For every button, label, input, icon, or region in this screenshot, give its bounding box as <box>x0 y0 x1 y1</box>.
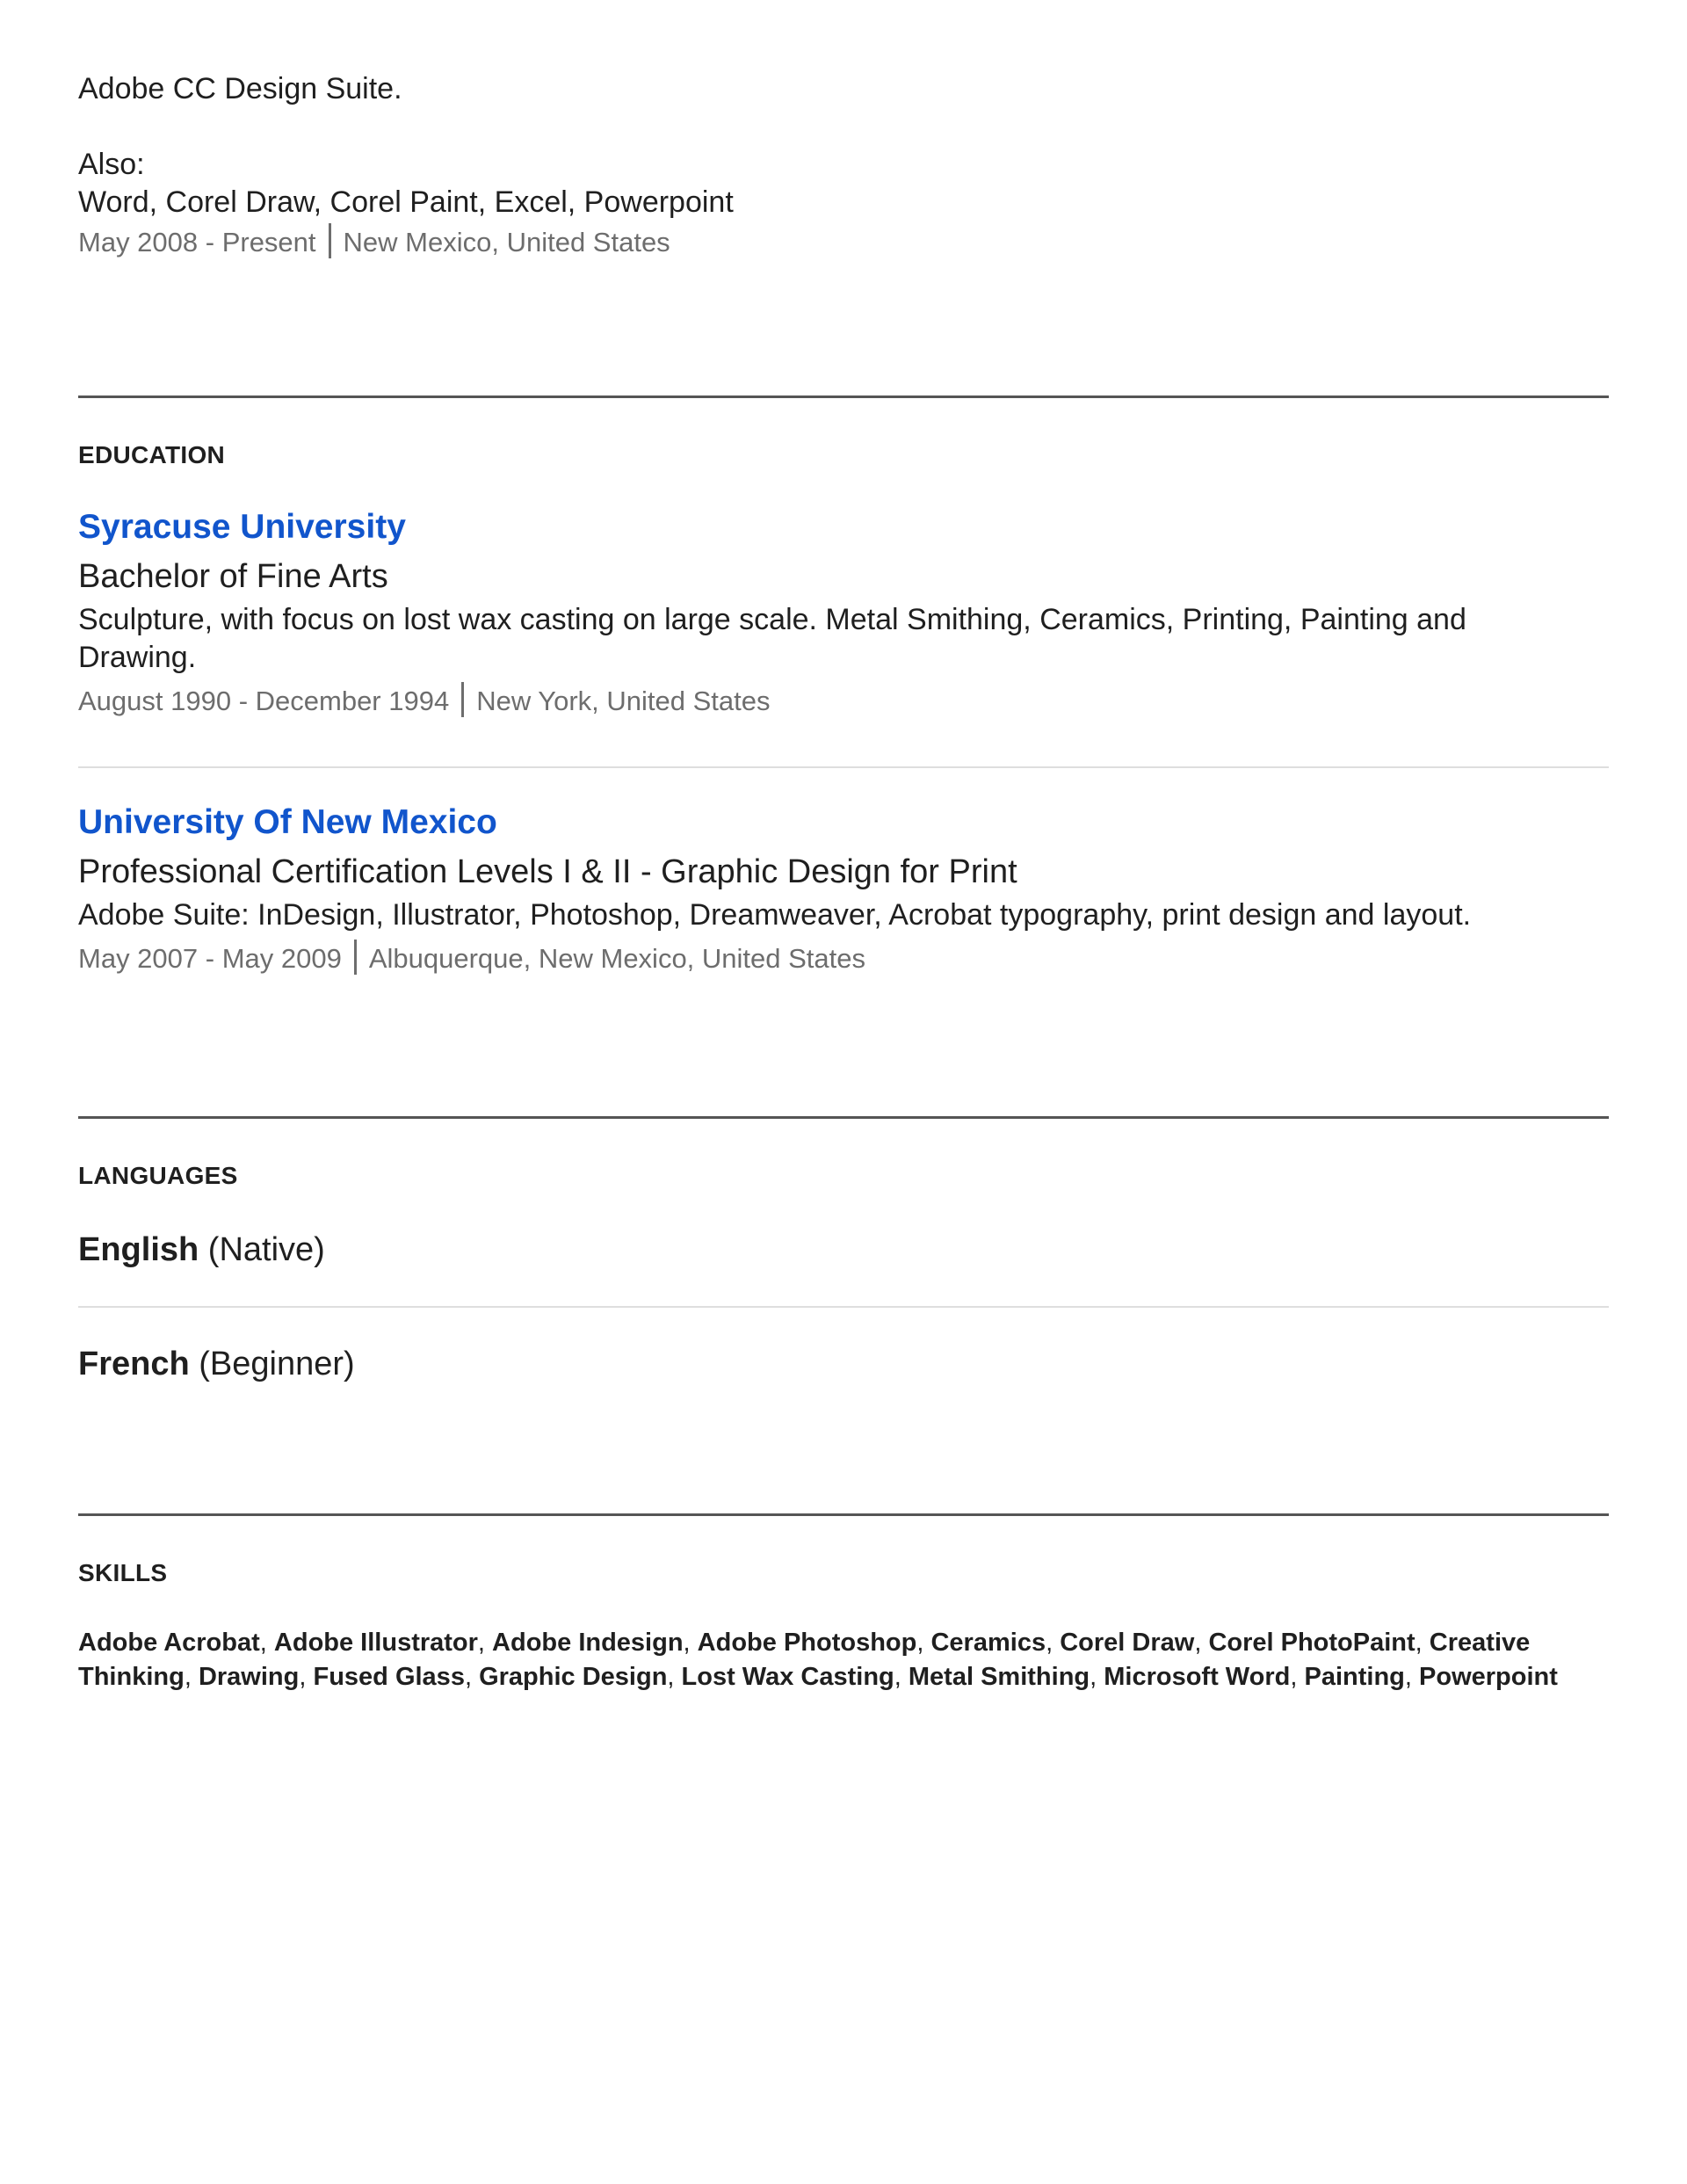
skill-separator: , <box>1290 1663 1305 1691</box>
education-meta <box>78 940 1609 976</box>
skill-item: Lost Wax Casting <box>681 1663 894 1691</box>
education-location: Albuquerque, New Mexico, United States <box>368 943 866 974</box>
skill-item: Powerpoint <box>1419 1663 1558 1691</box>
skill-item: Graphic Design <box>479 1663 668 1691</box>
education-description-cont: Drawing. <box>78 641 197 674</box>
intro-block <box>78 70 734 260</box>
skill-item: Metal Smithing <box>908 1663 1090 1691</box>
entry-divider <box>78 766 1609 768</box>
education-entry <box>78 802 1609 976</box>
education-description: Sculpture, with focus on lost wax casting on large scale. Metal Smithing, Ceramics, Printing, Painting and <box>78 603 1466 636</box>
skills-list <box>78 1626 1609 1694</box>
meta-separator <box>354 940 357 975</box>
school-name[interactable]: Syracuse University <box>78 508 406 546</box>
skill-item: Microsoft Word <box>1104 1663 1291 1691</box>
skill-separator: , <box>477 1629 493 1657</box>
intro-location: New Mexico, United States <box>343 227 670 258</box>
skill-separator: , <box>1404 1663 1420 1691</box>
meta-separator <box>329 223 331 258</box>
also-label: Also: <box>78 148 145 181</box>
education-location: New York, United States <box>476 686 771 716</box>
language-name: English <box>78 1231 199 1268</box>
skill-item: Corel Draw <box>1060 1629 1195 1657</box>
degree: Professional Certification Levels I & II - Graphic Design for Print <box>78 853 1017 890</box>
education-entry <box>78 506 1609 719</box>
language-level: (Native) <box>207 1231 325 1268</box>
languages-title: LANGUAGES <box>78 1162 238 1189</box>
skill-item: Adobe Acrobat <box>78 1629 260 1657</box>
section-divider <box>78 395 1609 398</box>
skill-separator: , <box>683 1629 698 1657</box>
entry-divider <box>78 1306 1609 1308</box>
skill-separator: , <box>299 1663 314 1691</box>
skill-item: Fused Glass <box>313 1663 465 1691</box>
language-level: (Beginner) <box>199 1346 355 1382</box>
skill-item: Adobe Indesign <box>492 1629 684 1657</box>
skill-item: Creative <box>1429 1629 1531 1657</box>
education-meta <box>78 682 1609 719</box>
skill-separator: , <box>1090 1663 1104 1691</box>
degree: Bachelor of Fine Arts <box>78 558 388 595</box>
skill-item: Adobe Illustrator <box>273 1629 478 1657</box>
education-title: EDUCATION <box>78 441 226 468</box>
skill-item: Adobe Photoshop <box>697 1629 917 1657</box>
skill-separator: , <box>1415 1629 1430 1657</box>
skill-separator: , <box>259 1629 274 1657</box>
language-item <box>78 1229 325 1271</box>
skill-item: Ceramics <box>930 1629 1046 1657</box>
education-dates: August 1990 - December 1994 <box>78 686 450 716</box>
education-description: Adobe Suite: InDesign, Illustrator, Photoshop, Dreamweaver, Acrobat typography, print design and layout. <box>78 898 1472 932</box>
skill-item: Thinking <box>78 1663 185 1691</box>
education-dates: May 2007 - May 2009 <box>78 943 342 974</box>
skill-item: Painting <box>1304 1663 1405 1691</box>
also-line: Word, Corel Draw, Corel Paint, Excel, Powerpoint <box>78 185 734 219</box>
skill-separator: , <box>464 1663 480 1691</box>
skill-separator: , <box>184 1663 199 1691</box>
meta-separator <box>461 682 464 717</box>
language-name: French <box>78 1346 190 1382</box>
school-name[interactable]: University Of New Mexico <box>78 803 497 841</box>
language-item <box>78 1343 355 1385</box>
skill-separator: , <box>894 1663 909 1691</box>
skill-separator: , <box>916 1629 931 1657</box>
section-divider <box>78 1513 1609 1516</box>
section-divider <box>78 1116 1609 1119</box>
intro-dates: May 2008 - Present <box>78 227 316 258</box>
skill-item: Corel PhotoPaint <box>1208 1629 1415 1657</box>
skills-line <box>78 1660 1609 1694</box>
intro-meta <box>78 223 734 260</box>
skills-title: SKILLS <box>78 1559 168 1586</box>
intro-line: Adobe CC Design Suite. <box>78 72 402 105</box>
skill-separator: , <box>667 1663 682 1691</box>
skill-separator: , <box>1194 1629 1209 1657</box>
skills-line <box>78 1626 1609 1660</box>
skill-separator: , <box>1046 1629 1061 1657</box>
skill-item: Drawing <box>198 1663 300 1691</box>
